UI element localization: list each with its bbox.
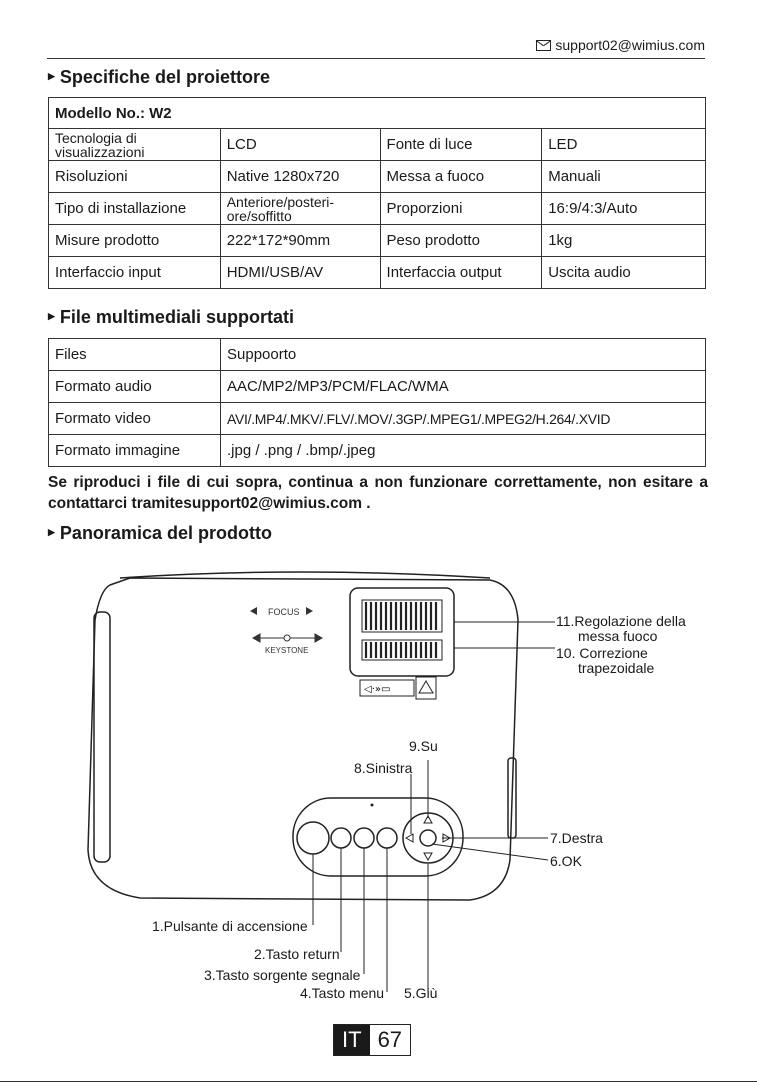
callout-8: 8.Sinistra (354, 760, 413, 776)
table-cell: Tipo di installazione (49, 193, 221, 225)
callout-9: 9.Su (409, 738, 438, 754)
section-title-media (48, 307, 294, 328)
table-row (49, 257, 706, 289)
table-cell: Peso prodotto (380, 225, 542, 257)
table-cell: Tecnologia di visualizzazioni (49, 129, 221, 161)
focus-label: FOCUS (268, 607, 300, 617)
svg-text:◁·»▭: ◁·»▭ (364, 684, 391, 695)
table-cell: Suppoorto (221, 339, 706, 371)
callout-10-cont: trapezoidale (578, 660, 655, 676)
callout-11: 11.Regolazione della (556, 613, 686, 629)
envelope-icon (536, 40, 551, 51)
table-row (49, 339, 706, 371)
page-header (47, 34, 705, 59)
keystone-label: KEYSTONE (265, 646, 309, 655)
section-title-media-text: File multimediali supportati (59, 307, 294, 327)
support-email (536, 37, 705, 53)
spec-model: Modello No.: W2 (49, 98, 706, 129)
table-cell: Anteriore/posteri-ore/soffitto (220, 193, 380, 225)
section-title-overview-text: Panoramica del prodotto (59, 523, 272, 543)
return-button[interactable] (331, 828, 351, 848)
table-cell: Risoluzioni (49, 161, 221, 193)
table-cell: Manuali (542, 161, 706, 193)
table-cell: Uscita audio (542, 257, 706, 289)
callout-7: 7.Destra (550, 830, 603, 846)
table-cell: .jpg / .png / .bmp/.jpeg (221, 435, 706, 467)
table-cell: Formato immagine (49, 435, 221, 467)
projector-top-ridge (120, 572, 490, 578)
table-cell: 16:9/4:3/Auto (542, 193, 706, 225)
table-row (49, 403, 706, 435)
language-code: IT (334, 1025, 370, 1055)
keystone-arrows-icon (253, 634, 322, 642)
table-cell: Formato video (49, 403, 221, 435)
media-table (48, 338, 706, 467)
table-row (49, 193, 706, 225)
table-cell: 1kg (542, 225, 706, 257)
table-cell: Interfaccio input (49, 257, 221, 289)
section-title-specs-text: Specifiche del proiettore (59, 67, 270, 87)
focus-arrow-right-icon (306, 607, 313, 615)
table-row (49, 371, 706, 403)
keystone-wheel[interactable] (362, 640, 442, 660)
spec-model-row (49, 98, 706, 129)
table-cell: Native 1280x720 (220, 161, 380, 193)
callout-10: 10. Correzione (556, 645, 648, 661)
callout-2: 2.Tasto return (254, 946, 340, 962)
table-cell: LED (542, 129, 706, 161)
table-cell: AAC/MP2/MP3/PCM/FLAC/WMA (221, 371, 706, 403)
callout-1: 1.Pulsante di accensione (152, 918, 308, 934)
page-number-badge (333, 1024, 411, 1056)
table-row (49, 161, 706, 193)
power-button[interactable] (297, 822, 329, 854)
table-cell: Messa a fuoco (380, 161, 542, 193)
table-row (49, 225, 706, 257)
section-title-specs (48, 67, 270, 88)
table-cell: HDMI/USB/AV (220, 257, 380, 289)
callout-4: 4.Tasto menu (300, 985, 385, 1001)
table-cell: Interfaccia output (380, 257, 542, 289)
table-cell: AVI/.MP4/.MKV/.FLV/.MOV/.3GP/.MPEG1/.MPEG2/H.264/.XVID (221, 403, 706, 435)
side-panel (94, 612, 110, 862)
callout-5: 5.Giù (404, 985, 438, 1001)
indicator-dot (371, 804, 374, 807)
support-email-text: support02@wimius.com (555, 37, 705, 53)
bullet-triangle-icon: ▶ (48, 71, 55, 81)
bottom-divider (0, 1081, 757, 1082)
source-button[interactable] (354, 828, 374, 848)
bullet-triangle-icon: ▶ (48, 311, 55, 321)
spec-table (48, 97, 706, 289)
page-number: 67 (370, 1025, 410, 1055)
support-note: Se riproduci i file di cui sopra, continua a non funzionare correttamente, non esitare a contattarci tramitesupport02@wimius.com . (48, 474, 708, 512)
bullet-triangle-icon: ▶ (48, 527, 55, 537)
table-cell: Proporzioni (380, 193, 542, 225)
section-title-overview (48, 523, 272, 544)
warning-triangle-icon (419, 681, 433, 693)
table-cell: LCD (220, 129, 380, 161)
table-cell: 222*172*90mm (220, 225, 380, 257)
focus-arrow-left-icon (250, 607, 257, 615)
table-cell: Files (49, 339, 221, 371)
table-cell: Fonte di luce (380, 129, 542, 161)
table-row (49, 129, 706, 161)
callout-6: 6.OK (550, 853, 582, 869)
focus-wheel[interactable] (362, 600, 442, 632)
callout-11-cont: messa fuoco (578, 628, 658, 644)
callout-3: 3.Tasto sorgente segnale (204, 967, 361, 983)
warning-symbols (360, 677, 436, 699)
table-cell: Misure prodotto (49, 225, 221, 257)
menu-button[interactable] (377, 828, 397, 848)
table-cell: Formato audio (49, 371, 221, 403)
ok-button[interactable] (420, 830, 436, 846)
table-row (49, 435, 706, 467)
